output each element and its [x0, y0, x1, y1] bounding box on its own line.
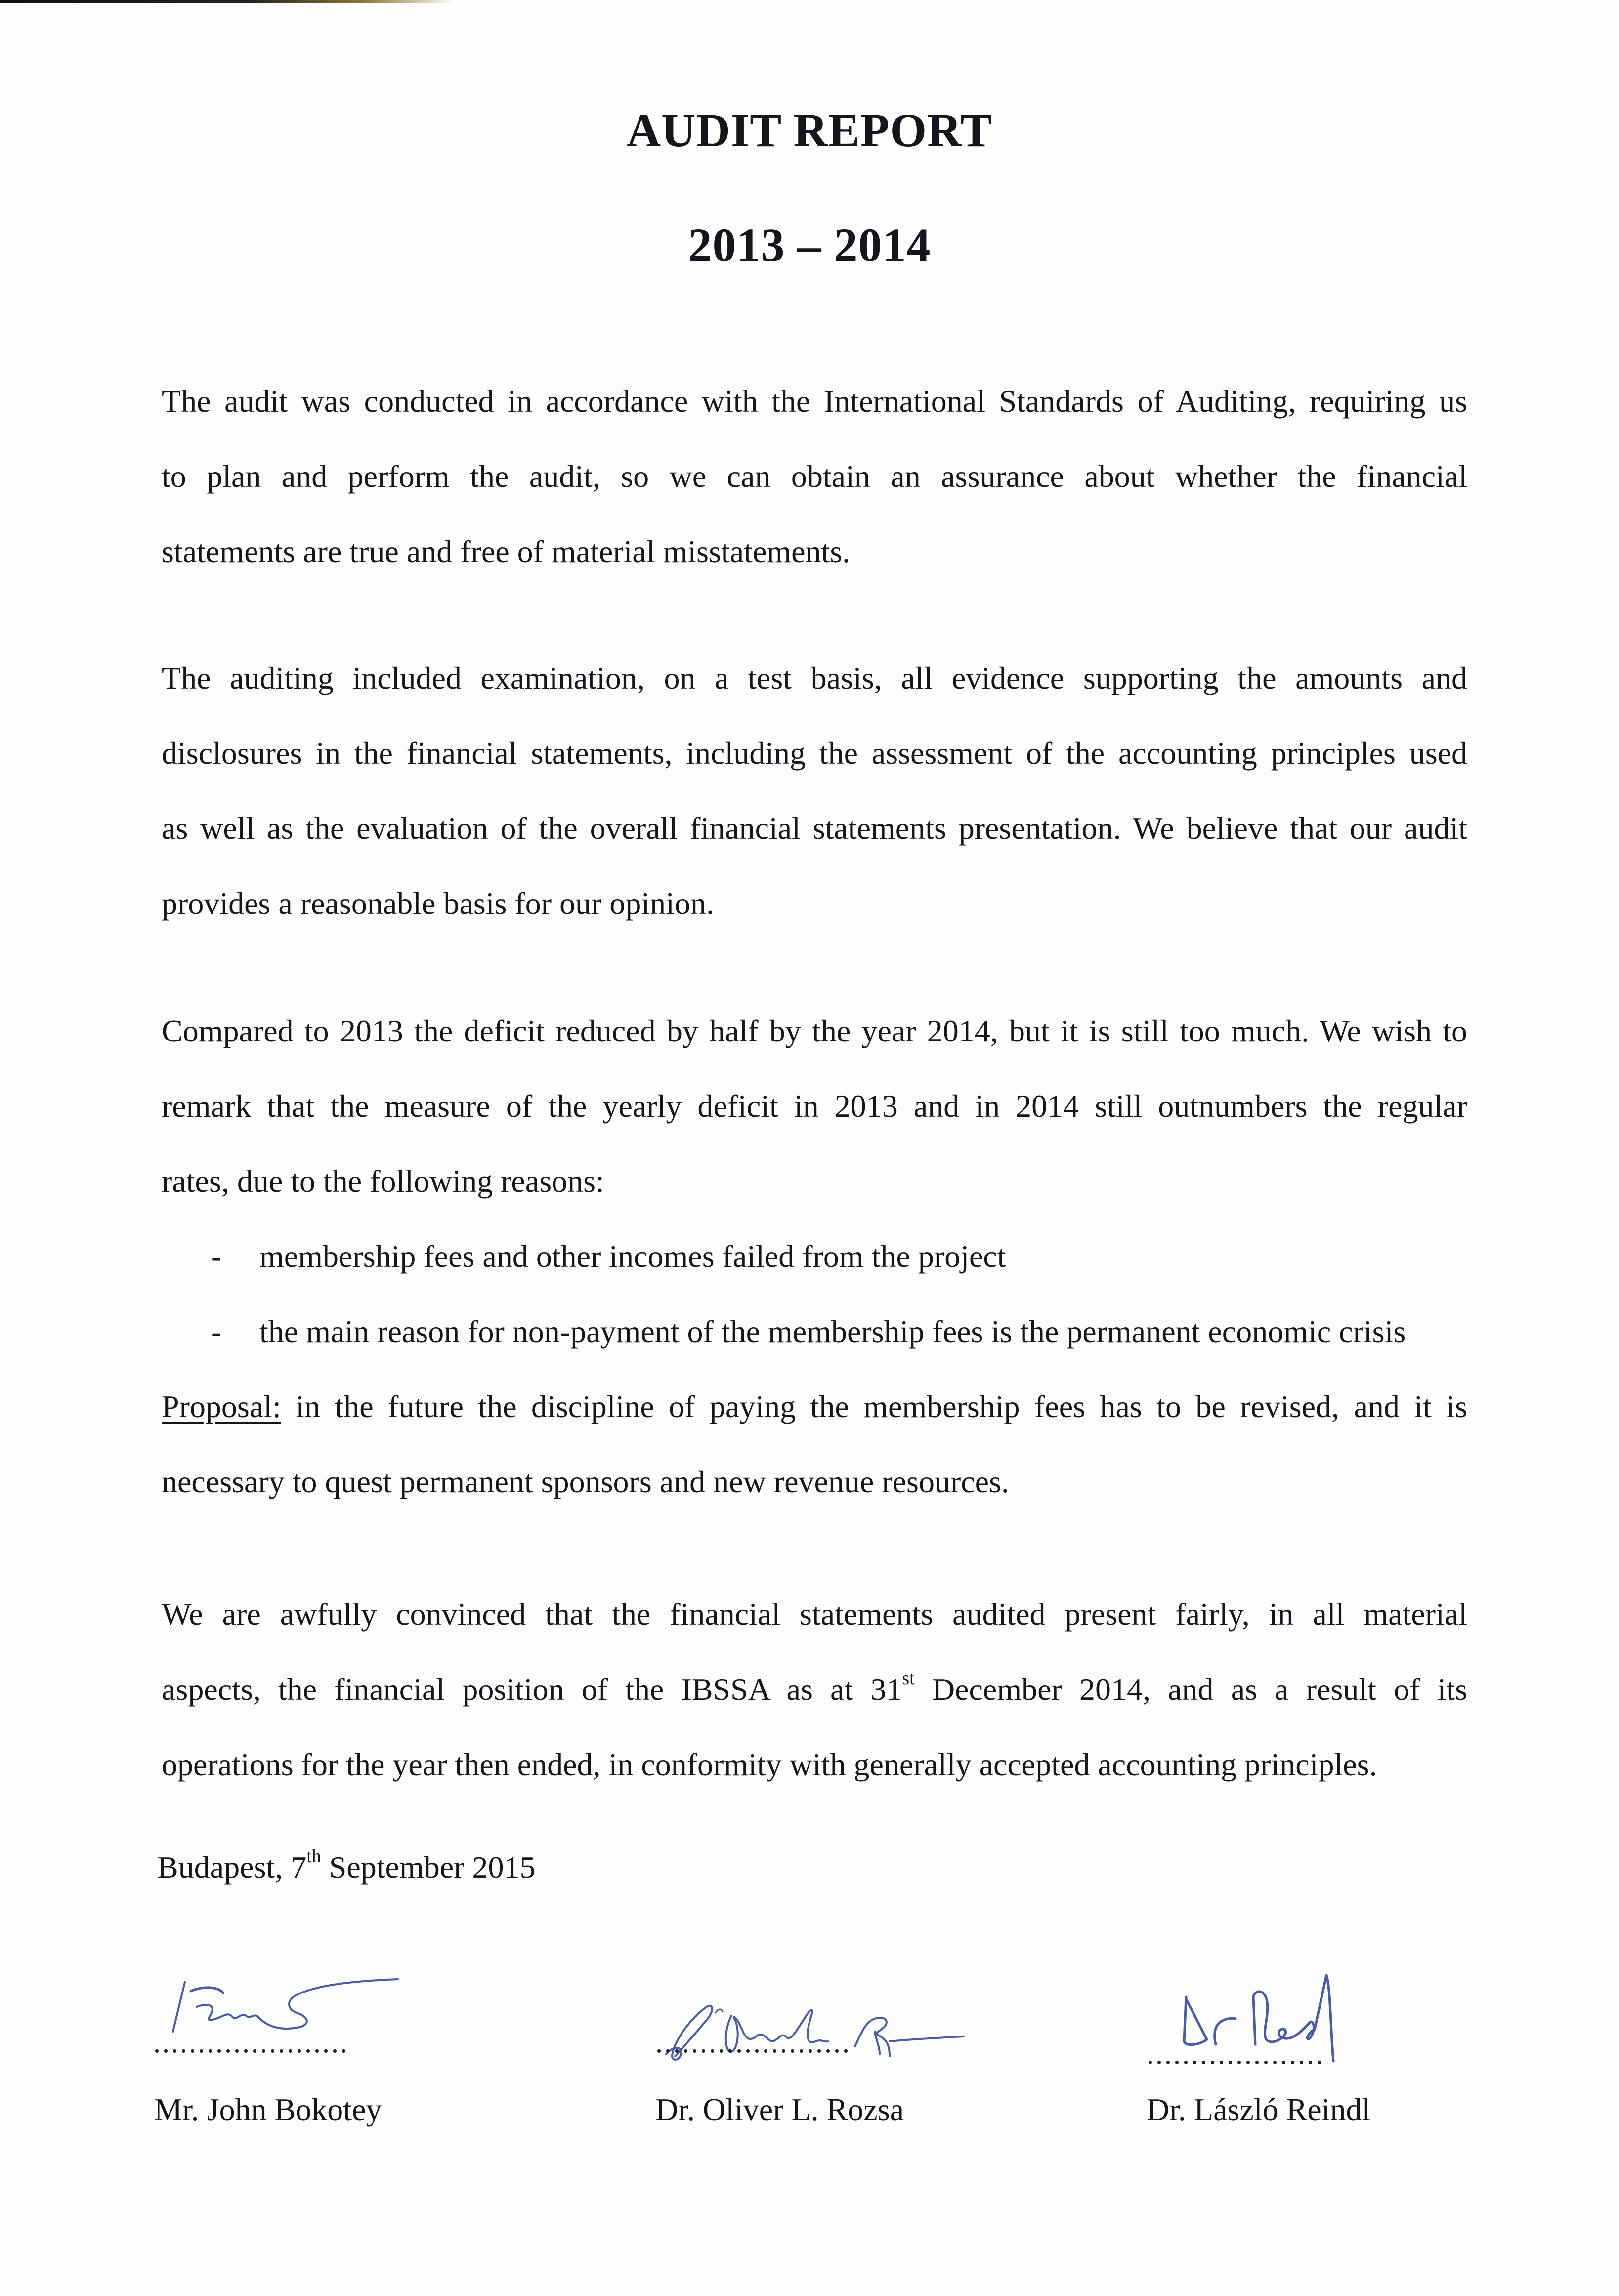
- proposal-text: in the future the discipline of paying the membership fees has to be revised, and it is: [281, 1389, 1467, 1424]
- text-line: as well as the evaluation of the overall financial statements presentation. We believe that our audit: [162, 811, 1467, 846]
- text-line: provides a reasonable basis for our opinion.: [162, 886, 714, 921]
- paragraph-standards: [162, 364, 1467, 589]
- signature-line: ....................: [1147, 2037, 1324, 2070]
- text-line: We are awfully convinced that the financial statements audited present fairly, in all material: [162, 1597, 1467, 1632]
- text-line: necessary to quest permanent sponsors and new revenue resources.: [162, 1464, 1009, 1499]
- scan-edge-artifact: [0, 0, 455, 3]
- text-line: The auditing included examination, on a test basis, all evidence supporting the amounts and: [162, 660, 1467, 695]
- signatory-block: [1137, 1957, 1483, 2145]
- text-fragment: aspects, the financial position of the IBSSA as at 31: [162, 1672, 902, 1707]
- list-item: [162, 1219, 1467, 1294]
- list-item: [162, 1294, 1467, 1369]
- signatory-name: Mr. John Bokotey: [154, 2092, 382, 2127]
- signatory-block: [148, 1957, 593, 2145]
- place-date-text: Budapest, 7: [157, 1850, 307, 1885]
- signatory-name: Dr. László Reindl: [1147, 2092, 1371, 2127]
- text-line: statements are true and free of material misstatements.: [162, 534, 851, 569]
- reason-text: the main reason for non-payment of the membership fees is the permanent economic crisis: [259, 1314, 1406, 1349]
- paragraph-opinion: [162, 1577, 1467, 1802]
- report-period: 2013 – 2014: [688, 218, 931, 271]
- text-line: Compared to 2013 the deficit reduced by half by the year 2014, but it is still too much. We wish to: [162, 1013, 1467, 1048]
- text-line: disclosures in the financial statements, including the assessment of the accounting principles used: [162, 736, 1467, 771]
- dash-bullet-icon: -: [211, 1314, 222, 1349]
- paragraph-scope: [162, 641, 1467, 941]
- reason-text: membership fees and other incomes failed from the project: [259, 1239, 1006, 1274]
- paragraph-proposal: [162, 1369, 1467, 1519]
- signature-line: ......................: [153, 2026, 349, 2059]
- text-line: remark that the measure of the yearly deficit in 2013 and in 2014 still outnumbers the regular: [162, 1088, 1467, 1124]
- text-line: [162, 1369, 1467, 1444]
- text-line: rates, due to the following reasons:: [162, 1164, 604, 1199]
- place-date-text: September 2015: [321, 1850, 536, 1885]
- text-line: to plan and perform the audit, so we can obtain an assurance about whether the financial: [162, 459, 1467, 494]
- ordinal-suffix: st: [902, 1667, 915, 1689]
- place-and-date: [157, 1843, 535, 1892]
- text-fragment: December 2014, and as a result of its: [914, 1672, 1468, 1707]
- handwritten-signature-icon: [148, 1957, 405, 2036]
- signatory-name: Dr. Oliver L. Rozsa: [655, 2092, 904, 2127]
- signatory-block: [642, 1957, 988, 2145]
- signature-line: ......................: [655, 2026, 851, 2059]
- ordinal-suffix: th: [306, 1845, 321, 1866]
- dash-bullet-icon: -: [211, 1239, 222, 1274]
- paragraph-deficit: [162, 994, 1467, 1219]
- report-title: AUDIT REPORT: [626, 104, 993, 157]
- text-line: The audit was conducted in accordance with the International Standards of Auditing, requiring us: [162, 384, 1467, 419]
- proposal-label: Proposal:: [162, 1389, 281, 1424]
- text-line: operations for the year then ended, in conformity with generally accepted accounting principles.: [162, 1747, 1377, 1782]
- reasons-list: [162, 1219, 1467, 1369]
- text-line: [162, 1652, 1467, 1727]
